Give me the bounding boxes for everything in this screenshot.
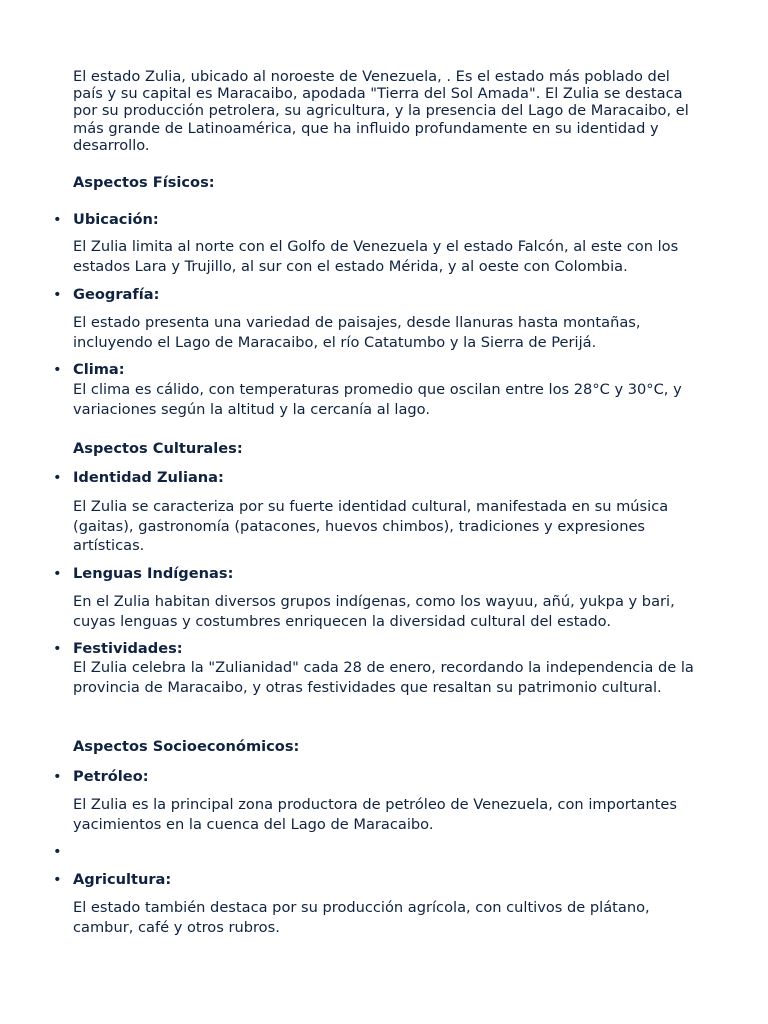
- list-item-ubicacion: [0, 211, 768, 231]
- item-text: El estado presenta una variedad de paisajes, desde llanuras hasta montañas, incluyendo el Lago de Maracaibo, el río Catatumbo y la Sierra de Perijá.: [73, 314, 641, 351]
- bullet-icon: •: [53, 361, 62, 378]
- bullet-icon: •: [53, 871, 62, 888]
- item-label: Ubicación:: [73, 211, 159, 228]
- item-label: Identidad Zuliana:: [73, 469, 224, 486]
- item-label: Geografía:: [73, 286, 160, 303]
- item-text: El clima es cálido, con temperaturas promedio que oscilan entre los 28°C y 30°C, y variaciones según la altitud y la cercanía al lago.: [73, 381, 682, 418]
- item-label: Festividades:: [73, 640, 183, 657]
- list-item-petroleo: [0, 768, 768, 788]
- list-item-agricultura: [0, 871, 768, 891]
- bullet-icon: •: [53, 286, 62, 303]
- section-heading-culturales: Aspectos Culturales:: [73, 440, 243, 457]
- list-item-lenguas: [0, 565, 768, 585]
- section-heading-fisicos: Aspectos Físicos:: [73, 174, 215, 191]
- bullet-icon: •: [53, 211, 62, 228]
- bullet-icon: •: [53, 843, 62, 860]
- item-label: Clima:: [73, 361, 125, 378]
- bullet-icon: •: [53, 640, 62, 657]
- section-heading-socioeconomicos: Aspectos Socioeconómicos:: [73, 738, 300, 755]
- list-item-identidad: [0, 469, 768, 489]
- item-text: El Zulia es la principal zona productora de petróleo de Venezuela, con importantes yacimientos en la cuenca del Lago de Maracaibo.: [73, 796, 677, 833]
- item-text: El Zulia limita al norte con el Golfo de Venezuela y el estado Falcón, al este con los estados Lara y Trujillo, al sur con el estado Mérida, y al oeste con Colombia.: [73, 238, 679, 275]
- bullet-icon: •: [53, 469, 62, 486]
- list-item-empty: [0, 843, 768, 863]
- item-label: Petróleo:: [73, 768, 149, 785]
- item-text: El estado también destaca por su producción agrícola, con cultivos de plátano, cambur, café y otros rubros.: [73, 899, 650, 936]
- list-item-geografia: [0, 286, 768, 306]
- item-text: El Zulia se caracteriza por su fuerte identidad cultural, manifestada en su música (gaitas), gastronomía (patacones, huevos chimbos), tradiciones y expresiones artísticas.: [73, 498, 669, 555]
- list-item-festividades: [0, 640, 768, 660]
- bullet-icon: •: [53, 565, 62, 582]
- item-label: Agricultura:: [73, 871, 172, 888]
- item-label: Lenguas Indígenas:: [73, 565, 234, 582]
- item-text: En el Zulia habitan diversos grupos indígenas, como los wayuu, añú, yukpa y bari, cuyas lenguas y costumbres enriquecen la diversidad cultural del estado.: [73, 593, 675, 630]
- intro-paragraph: El estado Zulia, ubicado al noroeste de Venezuela, . Es el estado más poblado del país y su capital es Maracaibo, apodada "Tierra del Sol Amada". El Zulia se destaca por su producción petrolera, su agricultura, y la presencia del Lago de Maracaibo, el más grande de Latinoamérica, que ha influido profundamente en su identidad y desarrollo.: [73, 68, 689, 154]
- list-item-clima: [0, 361, 768, 381]
- item-text: El Zulia celebra la "Zulianidad" cada 28 de enero, recordando la independencia de la provincia de Maracaibo, y otras festividades que resaltan su patrimonio cultural.: [73, 659, 694, 696]
- bullet-icon: •: [53, 768, 62, 785]
